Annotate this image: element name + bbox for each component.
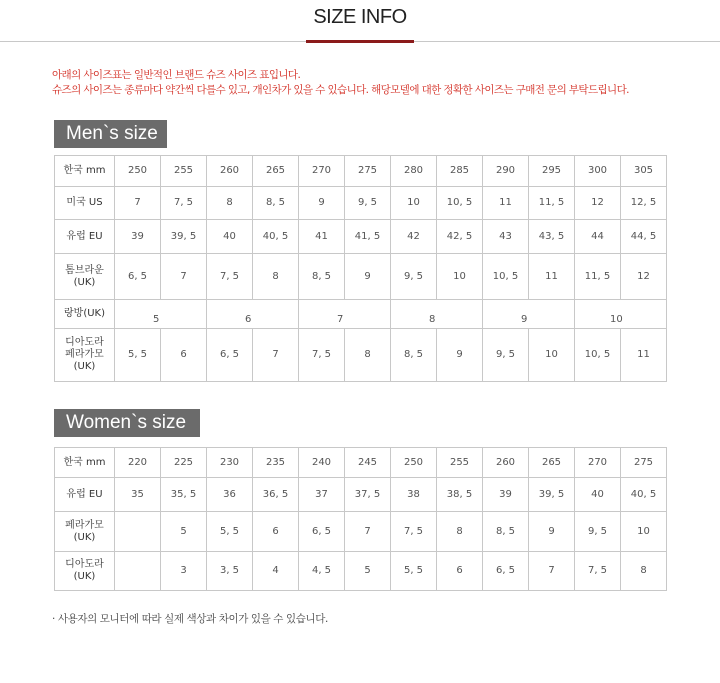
table-cell: 11, 5 (575, 254, 621, 300)
table-cell: 35 (115, 478, 161, 512)
merged-cell-text: 9 (521, 314, 528, 325)
table-row (55, 552, 667, 591)
table-cell: 7, 5 (161, 187, 207, 220)
row-header: 미국 US (55, 187, 115, 220)
table-cell: 6, 5 (483, 552, 529, 591)
table-row (55, 300, 667, 329)
table-cell: 11 (483, 187, 529, 220)
table-cell: 39 (115, 220, 161, 254)
table-cell: 6 (253, 512, 299, 552)
page-title: SIZE INFO (313, 6, 407, 28)
table-cell: 220 (115, 448, 161, 478)
table-cell: 8 (253, 254, 299, 300)
merged-cell-text: 5 (153, 314, 160, 325)
table-cell: 8 (345, 329, 391, 382)
merged-cell-text: 8 (429, 314, 436, 325)
table-cell: 36 (207, 478, 253, 512)
table-cell (207, 300, 299, 329)
table-cell: 265 (253, 156, 299, 187)
table-cell: 8, 5 (391, 329, 437, 382)
table-cell: 38, 5 (437, 478, 483, 512)
table-cell: 40 (207, 220, 253, 254)
table-cell: 44, 5 (621, 220, 667, 254)
table-cell: 41 (299, 220, 345, 254)
table-cell: 35, 5 (161, 478, 207, 512)
table-cell: 260 (483, 448, 529, 478)
table-cell: 9 (345, 254, 391, 300)
table-row (55, 478, 667, 512)
table-cell (483, 300, 575, 329)
table-cell: 9, 5 (575, 512, 621, 552)
table-cell: 11 (529, 254, 575, 300)
table-cell: 250 (115, 156, 161, 187)
table-cell: 41, 5 (345, 220, 391, 254)
table-cell: 12 (575, 187, 621, 220)
row-header: 랑방(UK) (55, 300, 115, 329)
table-row (55, 329, 667, 382)
table-cell: 6, 5 (299, 512, 345, 552)
table-row (55, 187, 667, 220)
table-cell: 275 (345, 156, 391, 187)
table-cell: 230 (207, 448, 253, 478)
table-cell: 7 (529, 552, 575, 591)
womens-size-label: Women`s size (54, 409, 200, 437)
table-cell: 9, 5 (483, 329, 529, 382)
table-cell: 10 (621, 512, 667, 552)
table-cell: 40, 5 (253, 220, 299, 254)
table-cell: 39, 5 (529, 478, 575, 512)
table-cell: 6, 5 (207, 329, 253, 382)
table-cell: 8 (207, 187, 253, 220)
table-cell: 280 (391, 156, 437, 187)
table-row (55, 156, 667, 187)
table-cell: 7 (253, 329, 299, 382)
table-cell: 5, 5 (115, 329, 161, 382)
table-cell: 6 (161, 329, 207, 382)
table-cell: 4 (253, 552, 299, 591)
table-cell: 3, 5 (207, 552, 253, 591)
notice-line-2: 슈즈의 사이즈는 종류마다 약간씩 다를수 있고, 개인차가 있을 수 있습니다. 해당모델에 대한 정확한 사이즈는 구매전 문의 부탁드립니다. (52, 84, 629, 96)
table-cell: 5, 5 (207, 512, 253, 552)
table-cell: 10, 5 (483, 254, 529, 300)
table-cell (115, 300, 207, 329)
table-cell: 40, 5 (621, 478, 667, 512)
table-cell: 37 (299, 478, 345, 512)
merged-cell-text: 6 (245, 314, 252, 325)
table-cell: 4, 5 (299, 552, 345, 591)
table-cell: 8 (621, 552, 667, 591)
table-cell: 10 (529, 329, 575, 382)
table-cell: 245 (345, 448, 391, 478)
table-cell: 43 (483, 220, 529, 254)
table-cell: 9, 5 (345, 187, 391, 220)
table-cell: 3 (161, 552, 207, 591)
table-cell: 225 (161, 448, 207, 478)
table-cell: 44 (575, 220, 621, 254)
table-cell: 6 (437, 552, 483, 591)
merged-cell-text: 7 (337, 314, 344, 325)
table-cell: 5 (161, 512, 207, 552)
table-row (55, 254, 667, 300)
table-cell: 255 (161, 156, 207, 187)
table-cell: 7 (345, 512, 391, 552)
table-cell: 8, 5 (253, 187, 299, 220)
table-cell (299, 300, 391, 329)
table-cell: 7, 5 (207, 254, 253, 300)
table-cell: 295 (529, 156, 575, 187)
table-row (55, 512, 667, 552)
table-cell: 270 (299, 156, 345, 187)
row-header: 한국 mm (55, 156, 115, 187)
table-cell: 9 (529, 512, 575, 552)
table-cell: 39, 5 (161, 220, 207, 254)
size-notice (52, 68, 692, 98)
table-cell: 10 (391, 187, 437, 220)
table-cell: 11 (621, 329, 667, 382)
table-cell: 8, 5 (483, 512, 529, 552)
table-cell: 10, 5 (437, 187, 483, 220)
table-cell: 250 (391, 448, 437, 478)
merged-cell-text: 10 (610, 314, 623, 325)
table-cell: 8 (437, 512, 483, 552)
table-cell (115, 552, 161, 591)
table-cell: 7, 5 (299, 329, 345, 382)
table-row (55, 220, 667, 254)
table-cell: 6, 5 (115, 254, 161, 300)
table-cell: 10 (437, 254, 483, 300)
table-cell: 12 (621, 254, 667, 300)
table-cell: 43, 5 (529, 220, 575, 254)
table-cell: 290 (483, 156, 529, 187)
table-cell: 285 (437, 156, 483, 187)
table-cell: 300 (575, 156, 621, 187)
table-cell (575, 300, 667, 329)
table-cell: 9 (437, 329, 483, 382)
table-row (55, 448, 667, 478)
table-cell: 9 (299, 187, 345, 220)
table-cell: 10, 5 (575, 329, 621, 382)
table-cell: 11, 5 (529, 187, 575, 220)
row-header: 디아도라 페라가모 (UK) (55, 329, 115, 382)
row-header: 디아도라 (UK) (55, 552, 115, 591)
title-underline (306, 40, 414, 43)
table-cell: 40 (575, 478, 621, 512)
table-cell: 42, 5 (437, 220, 483, 254)
table-cell: 265 (529, 448, 575, 478)
table-cell: 39 (483, 478, 529, 512)
monitor-color-footnote: · 사용자의 모니터에 따라 실제 색상과 차이가 있을 수 있습니다. (52, 613, 328, 625)
table-cell: 9, 5 (391, 254, 437, 300)
table-cell: 8, 5 (299, 254, 345, 300)
row-header: 유럽 EU (55, 478, 115, 512)
mens-size-label: Men`s size (54, 120, 167, 148)
table-cell: 7 (115, 187, 161, 220)
mens-size-table (54, 155, 667, 382)
table-cell: 37, 5 (345, 478, 391, 512)
table-cell (115, 512, 161, 552)
table-cell: 12, 5 (621, 187, 667, 220)
table-cell: 260 (207, 156, 253, 187)
table-cell: 275 (621, 448, 667, 478)
table-cell: 42 (391, 220, 437, 254)
table-cell: 7, 5 (575, 552, 621, 591)
table-cell: 5 (345, 552, 391, 591)
table-cell: 255 (437, 448, 483, 478)
row-header: 한국 mm (55, 448, 115, 478)
row-header: 유럽 EU (55, 220, 115, 254)
row-header: 페라가모 (UK) (55, 512, 115, 552)
womens-size-table (54, 447, 667, 591)
table-cell: 5, 5 (391, 552, 437, 591)
table-cell: 7, 5 (391, 512, 437, 552)
notice-line-1: 아래의 사이즈표는 일반적인 브랜드 슈즈 사이즈 표입니다. (52, 69, 301, 81)
table-cell: 270 (575, 448, 621, 478)
row-header: 톰브라운 (UK) (55, 254, 115, 300)
table-cell: 38 (391, 478, 437, 512)
table-cell: 7 (161, 254, 207, 300)
table-cell: 36, 5 (253, 478, 299, 512)
table-cell: 305 (621, 156, 667, 187)
table-cell: 240 (299, 448, 345, 478)
table-cell (391, 300, 483, 329)
table-cell: 235 (253, 448, 299, 478)
